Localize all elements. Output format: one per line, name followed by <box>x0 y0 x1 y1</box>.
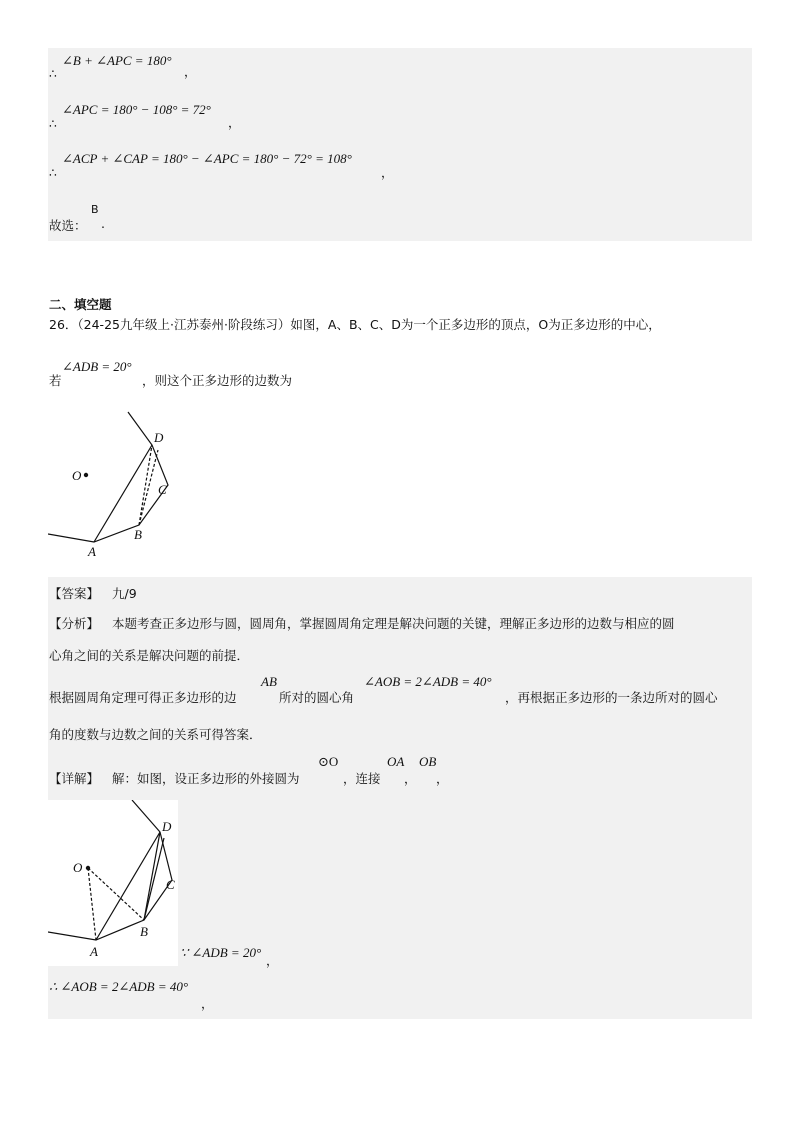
label-o: O <box>72 468 82 483</box>
prev-formula-1: ∠B + ∠APC = 180° <box>62 53 172 68</box>
segment-bd-fig2-b <box>144 838 164 920</box>
figure-polygon-2 <box>48 800 198 966</box>
polygon-outline <box>48 412 168 542</box>
question-text: 26．（24-25九年级上·江苏泰州·阶段练习）如图，A、B、C、D为一个正多边形的顶点，O为正多边形的中心， <box>49 317 661 332</box>
basis-ab: AB <box>261 674 277 689</box>
choose-period: . <box>101 216 105 231</box>
analysis-line-1: 本题考查正多边形与圆，圆周角，掌握圆周角定理是解决问题的关键，理解正多边形的边数与相应的圆 <box>112 616 675 631</box>
detail-oa: OA <box>387 754 405 769</box>
label-d-2: D <box>162 819 172 834</box>
figure-polygon-1 <box>48 400 198 565</box>
segment-ob-dashed <box>88 868 144 920</box>
analysis-label: 【分析】 <box>49 616 100 631</box>
center-point-o <box>84 473 88 477</box>
therefore-symbol-3: ∴ <box>49 165 57 180</box>
label-c: C <box>158 482 167 497</box>
choose-label: 故选： <box>49 218 87 233</box>
because-line: ∵ ∠ADB = 20° <box>180 945 262 960</box>
detail-end: ， <box>436 771 449 786</box>
detail-sep: ， <box>404 771 417 786</box>
prev-formula-3: ∠ACP + ∠CAP = 180° − ∠APC = 180° − 72° = 108° <box>62 151 352 166</box>
label-b-2: B <box>140 924 148 939</box>
therefore-line: ∴ ∠AOB = 2∠ADB = 40° <box>49 979 189 994</box>
segment-ad <box>94 445 152 542</box>
prev-formula-2: ∠APC = 180° − 108° = 72° <box>62 102 211 117</box>
detail-label: 【详解】 <box>49 771 100 786</box>
basis-formula: ∠AOB = 2∠ADB = 40° <box>364 674 492 689</box>
question-if-label: 若 <box>49 373 62 388</box>
analysis-line-2: 心角之间的关系是解决问题的前提． <box>49 648 250 663</box>
answer-label: 【答案】 <box>49 586 100 601</box>
question-ask: ，则这个正多边形的边数为 <box>142 373 293 388</box>
basis-part-1: 根据圆周角定理可得正多边形的边 <box>49 690 237 705</box>
label-b: B <box>134 527 142 542</box>
therefore-comma: ， <box>201 996 214 1011</box>
detail-part-1: 解：如图，设正多边形的外接圆为 <box>112 771 300 786</box>
detail-part-2: ，连接 <box>343 771 381 786</box>
basis-line-2: 角的度数与边数之间的关系可得答案． <box>49 727 262 742</box>
prev-comma-2: ， <box>228 115 241 130</box>
label-c-2: C <box>166 877 175 892</box>
center-point-o-2 <box>86 866 90 870</box>
because-comma: ， <box>266 953 279 968</box>
prev-comma-1: ， <box>184 64 197 79</box>
therefore-symbol-2: ∴ <box>49 116 57 131</box>
section-title: 二、填空题 <box>49 297 112 312</box>
answer-value: 九/9 <box>112 586 137 601</box>
label-d: D <box>154 430 164 445</box>
detail-ob: OB <box>419 754 437 769</box>
label-a-2: A <box>90 944 98 959</box>
question-condition: ∠ADB = 20° <box>62 359 132 374</box>
prev-comma-3: ， <box>381 165 394 180</box>
basis-part-2: 所对的圆心角 <box>279 690 355 705</box>
detail-circle: ⊙O <box>318 754 339 769</box>
label-o-2: O <box>73 860 83 875</box>
choose-value: B <box>91 203 99 216</box>
basis-part-3: ，再根据正多边形的一条边所对的圆心 <box>505 690 718 705</box>
label-a: A <box>88 544 96 559</box>
segment-oa-dashed <box>88 868 96 940</box>
therefore-symbol-1: ∴ <box>49 66 57 81</box>
prev-solution-block <box>48 48 752 241</box>
